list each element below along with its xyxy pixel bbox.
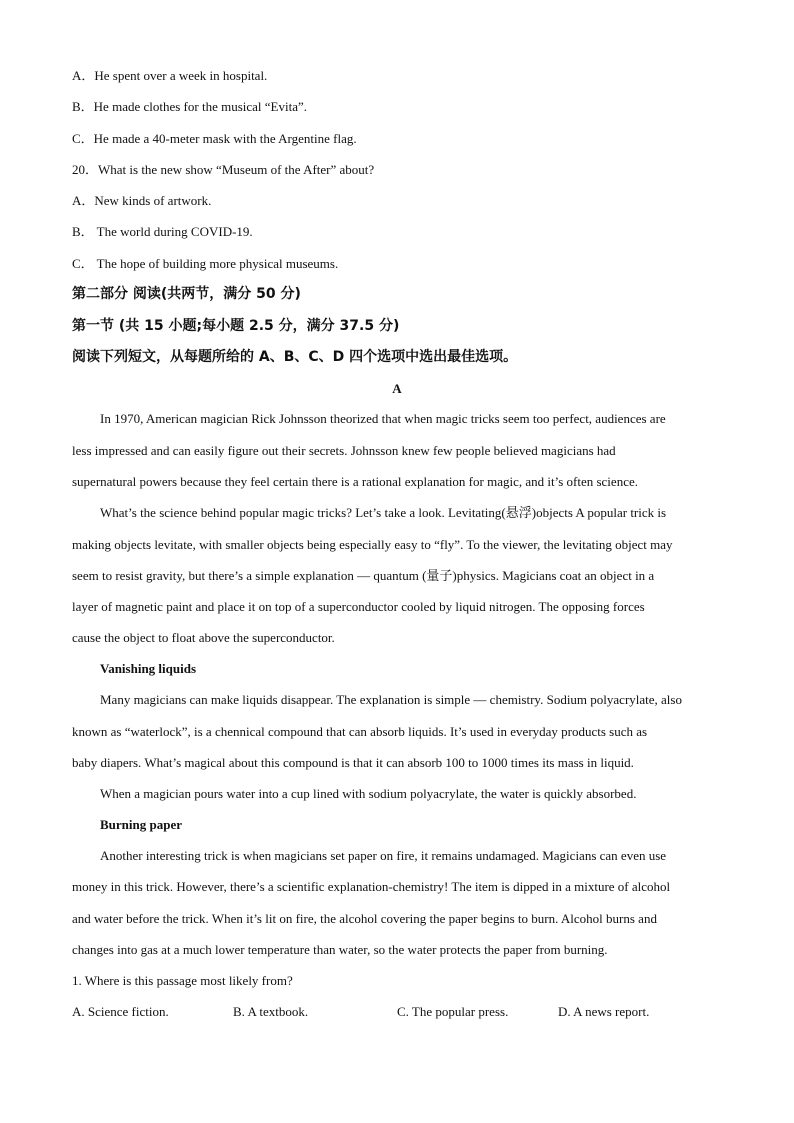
- passage-line: When a magician pours water into a cup lined with sodium polyacrylate, the water is quickly absorbed.: [100, 786, 637, 801]
- passage-line: baby diapers. What’s magical about this compound is that it can absorb 100 to 1000 times its mass in liquid.: [72, 755, 634, 770]
- section-instructions: 阅读下列短文，从每题所给的 A、B、C、D 四个选项中选出最佳选项。: [72, 349, 518, 365]
- passage-line: known as “waterlock”, is a chennical compound that can absorb liquids. It’s used in everyday products such as: [72, 724, 648, 739]
- passage-line: In 1970, American magician Rick Johnsson theorized that when magic tricks seem too perfect, audiences are: [100, 411, 666, 426]
- question-20: 20．What is the new show “Museum of the After” about?: [72, 162, 375, 177]
- passage-line: cause the object to float above the superconductor.: [72, 630, 335, 645]
- passage-line: and water before the trick. When it’s lit on fire, the alcohol covering the paper begins to burn. Alcohol burns and: [72, 911, 657, 926]
- subheading-burning-paper: Burning paper: [100, 817, 182, 832]
- section-heading-part2: 第二部分 阅读(共两节，满分 50 分): [72, 286, 301, 302]
- q1-options: [72, 1004, 722, 1020]
- passage-line: Another interesting trick is when magicians set paper on fire, it remains undamaged. Magicians can even use: [100, 848, 667, 863]
- subheading-vanishing-liquids: Vanishing liquids: [100, 661, 197, 676]
- q20-option-b: B． The world during COVID-19.: [72, 224, 253, 239]
- q1-option-c: C. The popular press.: [397, 1004, 509, 1019]
- passage-line: Many magicians can make liquids disappear. The explanation is simple — chemistry. Sodium polyacrylate, also: [100, 692, 682, 707]
- section-heading-sec1: 第一节 (共 15 小题;每小题 2.5 分，满分 37.5 分): [72, 318, 400, 334]
- passage-line: money in this trick. However, there’s a scientific explanation-chemistry! The item is dipped in a mixture of alcohol: [72, 879, 671, 894]
- passage-line: layer of magnetic paint and place it on top of a superconductor cooled by liquid nitrogen. The opposing forces: [72, 599, 645, 614]
- passage-line: making objects levitate, with smaller objects being especially easy to “fly”. To the viewer, the levitating object may: [72, 537, 673, 552]
- option-c: C．He made a 40-meter mask with the Argentine flag.: [72, 131, 357, 146]
- q20-option-a: A．New kinds of artwork.: [72, 193, 212, 208]
- passage-line: supernatural powers because they feel certain there is a rational explanation for magic, and it’s often science.: [72, 474, 638, 489]
- passage-line: changes into gas at a much lower temperature than water, so the water protects the paper from burning.: [72, 942, 608, 957]
- q20-option-c: C． The hope of building more physical museums.: [72, 256, 339, 271]
- question-1: 1. Where is this passage most likely from?: [72, 973, 293, 988]
- q1-option-d: D. A news report.: [558, 1004, 650, 1019]
- passage-line: What’s the science behind popular magic tricks? Let’s take a look. Levitating(悬浮)objects A popular trick is: [100, 505, 667, 520]
- option-b: B．He made clothes for the musical “Evita”.: [72, 99, 308, 114]
- passage-line: less impressed and can easily figure out their secrets. Johnsson knew few people believed magicians had: [72, 443, 616, 458]
- passage-label: A: [392, 381, 402, 396]
- option-a: A．He spent over a week in hospital.: [72, 68, 268, 83]
- q1-option-a: A. Science fiction.: [72, 1004, 169, 1019]
- passage-line: seem to resist gravity, but there’s a simple explanation — quantum (量子)physics. Magicians coat an object in a: [72, 568, 655, 583]
- q1-option-b: B. A textbook.: [233, 1004, 309, 1019]
